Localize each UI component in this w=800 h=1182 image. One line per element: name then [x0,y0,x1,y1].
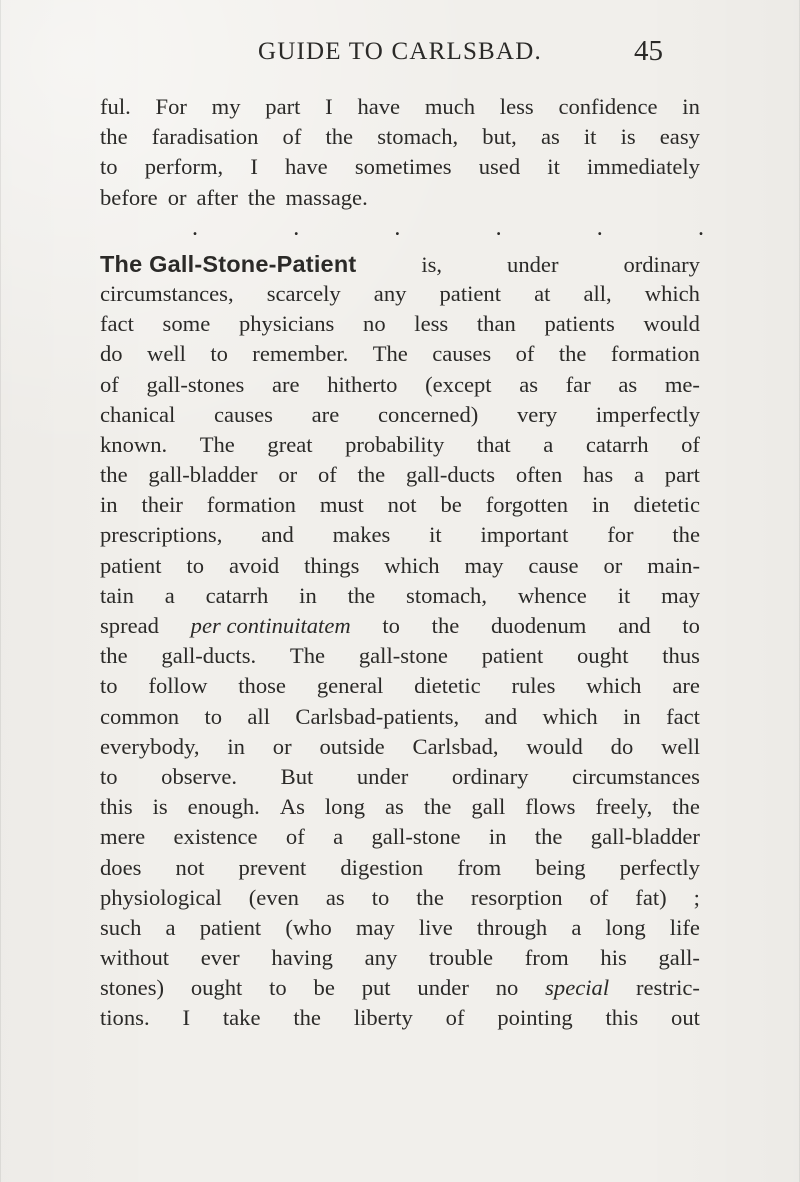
word: perfectly [619,854,700,880]
text-line-30 [100,1003,700,1033]
word: it [583,124,597,150]
word: all [247,703,270,729]
word: imperfectly [595,401,700,427]
word: or [278,462,298,488]
word: is [152,794,168,820]
word: avoid [228,552,280,578]
word: dietetic [414,673,481,699]
word: main- [647,552,700,578]
word: some [162,311,211,337]
word: the [347,582,376,608]
word: do [610,733,634,759]
word: well [661,733,700,759]
text-line-18 [100,641,700,671]
word: out [671,1005,700,1031]
word: things [304,552,360,578]
word: me- [664,371,700,397]
word: has [583,462,614,488]
word: stomach, [406,582,487,608]
word: gall- [658,945,700,971]
word: The [372,341,408,367]
word: I [182,1005,190,1031]
word: in [488,824,507,850]
word: would [526,733,583,759]
word: this [100,794,133,820]
word: any [373,280,407,306]
word: mere [100,824,146,850]
dot: . [697,214,704,241]
word: or [272,733,292,759]
word: his [600,945,627,971]
word: digestion [340,854,424,880]
text-line-11 [100,430,700,460]
text-line-6 [100,279,700,309]
word: all, [583,280,612,306]
word: may [661,582,700,608]
word: less [414,311,449,337]
word: formation [206,492,296,518]
text-line-10 [100,400,700,430]
word: cause [528,552,579,578]
word: it [547,154,560,180]
word: under [356,763,409,789]
word: (who [285,914,332,940]
word: But [280,763,314,789]
text-line-21 [100,732,700,762]
word: outside [319,733,385,759]
word: as [519,371,539,397]
running-head: GUIDE TO CARLSBAD. [258,38,542,65]
word: being [535,854,586,880]
word: not [175,854,205,880]
word: important [480,522,569,548]
word: gall-stones [146,371,245,397]
word: resorption [470,884,563,910]
word: scarcely [266,280,341,306]
word: it [617,582,631,608]
word: is [620,124,636,150]
word: fact [100,311,134,337]
word: do [100,341,123,367]
word: gall-bladder [590,824,700,850]
word: known. [100,431,168,457]
word: which [586,673,642,699]
word: faradisation [151,124,259,150]
word: to [100,763,118,789]
word: or [167,184,187,210]
word: a [543,431,554,457]
word: causes [432,341,492,367]
word: without [100,945,170,971]
word: hitherto [327,371,398,397]
word: the [431,613,460,638]
word: of [100,371,119,397]
word: circumstances, [100,280,234,306]
text-line-25 [100,853,700,883]
word: a [633,462,644,488]
word: to [269,975,287,1001]
word: fat) [635,884,667,910]
text-line-2 [100,122,700,152]
word: immediately [587,154,700,180]
text-line-16 [100,581,700,611]
word: a [164,582,175,608]
word: ful. [100,94,131,119]
emphasized-word: special [545,975,610,1001]
word: to [210,341,228,367]
word: having [271,945,333,971]
word: may [464,552,504,578]
word: no [363,311,386,337]
word: to [371,884,390,910]
dot-ornament [192,216,704,240]
word: in [100,492,118,518]
word: but, [482,124,517,150]
word: follow [148,673,208,699]
word: patients [544,311,615,337]
word: dietetic [633,492,700,518]
word: causes [213,401,273,427]
word: As [279,794,305,820]
word: the [325,124,354,150]
word: in [299,582,317,608]
word: gall-stone [371,824,461,850]
word: (even [248,884,299,910]
word: whence [517,582,587,608]
scan-edge-mark [0,0,1,1182]
word: for [607,522,634,548]
latin-phrase: per continuitatem [190,613,351,638]
word: to [100,154,118,180]
word: concerned) [377,401,479,427]
text-line-27 [100,913,700,943]
word: confidence [558,94,658,119]
text-line-3 [100,152,700,182]
word: the [100,643,128,669]
word: live [418,914,453,940]
word: that [476,431,511,457]
word: ought [577,643,629,669]
word: rules [511,673,556,699]
word: are [672,673,700,699]
word: a [165,914,176,940]
word: which [644,280,700,306]
word: existence [173,824,258,850]
text-line-22 [100,762,700,792]
word: of [282,124,302,150]
word: a [571,914,582,940]
word: from [524,945,569,971]
word: catarrh [585,431,649,457]
word: such [100,914,142,940]
word: as [618,371,638,397]
word: used [478,154,521,180]
word: long [605,914,646,940]
word: the [416,884,444,910]
word: must [319,492,364,518]
text-line-17 [100,611,700,641]
word: prescriptions, [100,522,223,548]
word: the [247,184,276,210]
word: to [682,613,700,638]
word: circumstances [571,763,700,789]
word: gall [471,794,506,820]
dot: . [192,214,198,241]
text-line-28 [100,943,700,973]
word: after [196,184,238,210]
word: and [618,613,651,638]
word: the [423,794,452,820]
word: in [682,94,700,119]
body-text [100,92,704,1034]
word: catarrh [205,582,269,608]
text-line-26 [100,883,700,913]
word: which [542,703,598,729]
word: than [476,311,516,337]
word: before [100,184,158,210]
text-line-29 [100,973,700,1003]
word: the [558,341,587,367]
word: remember. [252,341,349,367]
word: or [603,552,623,578]
word: common [100,703,180,729]
word: easy [659,124,700,150]
word: and [261,522,294,548]
word: ordinary [623,251,700,277]
word: in [592,492,610,518]
text-line-23 [100,792,700,822]
text-line-19 [100,671,700,701]
word: have [357,94,401,119]
word: not [387,492,417,518]
dot: . [495,214,502,241]
word: patient [100,552,162,578]
word: perform, [144,154,224,180]
text-line-4 [100,183,700,213]
word: of [285,824,305,850]
word: long [324,794,366,820]
word: in [623,703,641,729]
word: take [222,1005,261,1031]
word: to [186,552,205,578]
section-separator [100,213,704,249]
word: through [476,914,548,940]
word: ought [190,975,243,1001]
word: of [317,462,337,488]
word: of [445,1005,465,1031]
word: patient [439,280,501,306]
word: enough. [187,794,260,820]
word: at [534,280,551,306]
word: may [355,914,395,940]
word: forgotten [485,492,569,518]
word: observe. [161,763,238,789]
word: as [385,794,404,820]
word: thus [662,643,700,669]
word: does [100,854,142,880]
section-heading: The Gall-Stone-Patient [100,250,357,277]
word: gall-stone [358,643,448,669]
word: often [515,462,563,488]
word: restric- [635,975,700,1001]
word: freely, [595,794,653,820]
word: duodenum [490,613,587,638]
word: gall-ducts [405,462,496,488]
word: their [141,492,183,518]
word: ; [693,884,700,910]
word: of [681,431,700,457]
word: would [643,311,700,337]
dot: . [394,214,401,241]
word: from [457,854,502,880]
word: stomach, [377,124,459,150]
word: chanical [100,401,176,427]
word: stones) [100,975,165,1001]
word: of [515,341,535,367]
word: and [484,703,518,729]
dot: . [293,214,300,241]
word: the [100,124,128,150]
word: formation [610,341,700,367]
word: gall-ducts. [161,643,257,669]
word: trouble [429,945,493,971]
word: fact [666,703,700,729]
word: spread [100,613,159,638]
word: much [424,94,476,119]
word: to [382,613,400,638]
word: gall-bladder [148,462,258,488]
word: to [100,673,118,699]
word: no [495,975,519,1001]
word: everybody, [100,733,200,759]
page-number: 45 [634,35,663,67]
word: are [271,371,300,397]
text-line-12 [100,460,700,490]
word: far [565,371,591,397]
word: a [333,824,344,850]
word: as [540,124,560,150]
word: put [361,975,391,1001]
word: of [589,884,609,910]
word: my [211,94,241,119]
text-line-15 [100,551,700,581]
word: are [311,401,340,427]
word: great [267,431,313,457]
word: Carlsbad, [412,733,499,759]
word: liberty [353,1005,413,1031]
word: under [507,251,559,277]
text-line-20 [100,702,700,732]
text-line-5 [100,249,700,279]
text-line-8 [100,339,700,369]
word: massage. [285,184,368,210]
word: less [499,94,534,119]
text-line-14 [100,520,700,550]
word: be [440,492,462,518]
word: sometimes [354,154,452,180]
word: well [147,341,186,367]
word: tain [100,582,134,608]
word: to [204,703,223,729]
word: the [100,462,128,488]
word: the [293,1005,321,1031]
word: part [265,94,301,119]
word: the [357,462,386,488]
word: part [664,462,700,488]
text-line-9 [100,370,700,400]
word: For [155,94,187,119]
word: physicians [238,311,335,337]
word: patient [199,914,262,940]
word: which [384,552,440,578]
text-line-24 [100,822,700,852]
word: pointing [497,1005,573,1031]
word: this [605,1005,639,1031]
word: prevent [238,854,307,880]
word: any [364,945,398,971]
word: the [672,794,700,820]
word: ever [200,945,240,971]
word: flows [525,794,576,820]
word: The [199,431,235,457]
word: physiological [100,884,222,910]
word: (except [425,371,492,397]
text-line-13 [100,490,700,520]
word: it [429,522,442,548]
word: I [325,94,333,119]
word: probability [345,431,445,457]
word: in [227,733,245,759]
word: Carlsbad-patients, [295,703,460,729]
word: makes [332,522,391,548]
word: be [313,975,335,1001]
word: patient [481,643,544,669]
text-line-1 [100,92,700,122]
word: The [289,643,326,669]
word: those [238,673,286,699]
word: under [417,975,469,1001]
word: general [316,673,384,699]
word: very [517,401,558,427]
word: have [285,154,328,180]
word: ordinary [451,763,529,789]
word: life [669,914,700,940]
word: the [672,522,700,548]
word: as [325,884,345,910]
word: is, [421,251,443,277]
text-line-7 [100,309,700,339]
word: the [534,824,563,850]
word: I [250,154,258,180]
word: tions. [100,1005,150,1031]
dot: . [596,214,603,241]
